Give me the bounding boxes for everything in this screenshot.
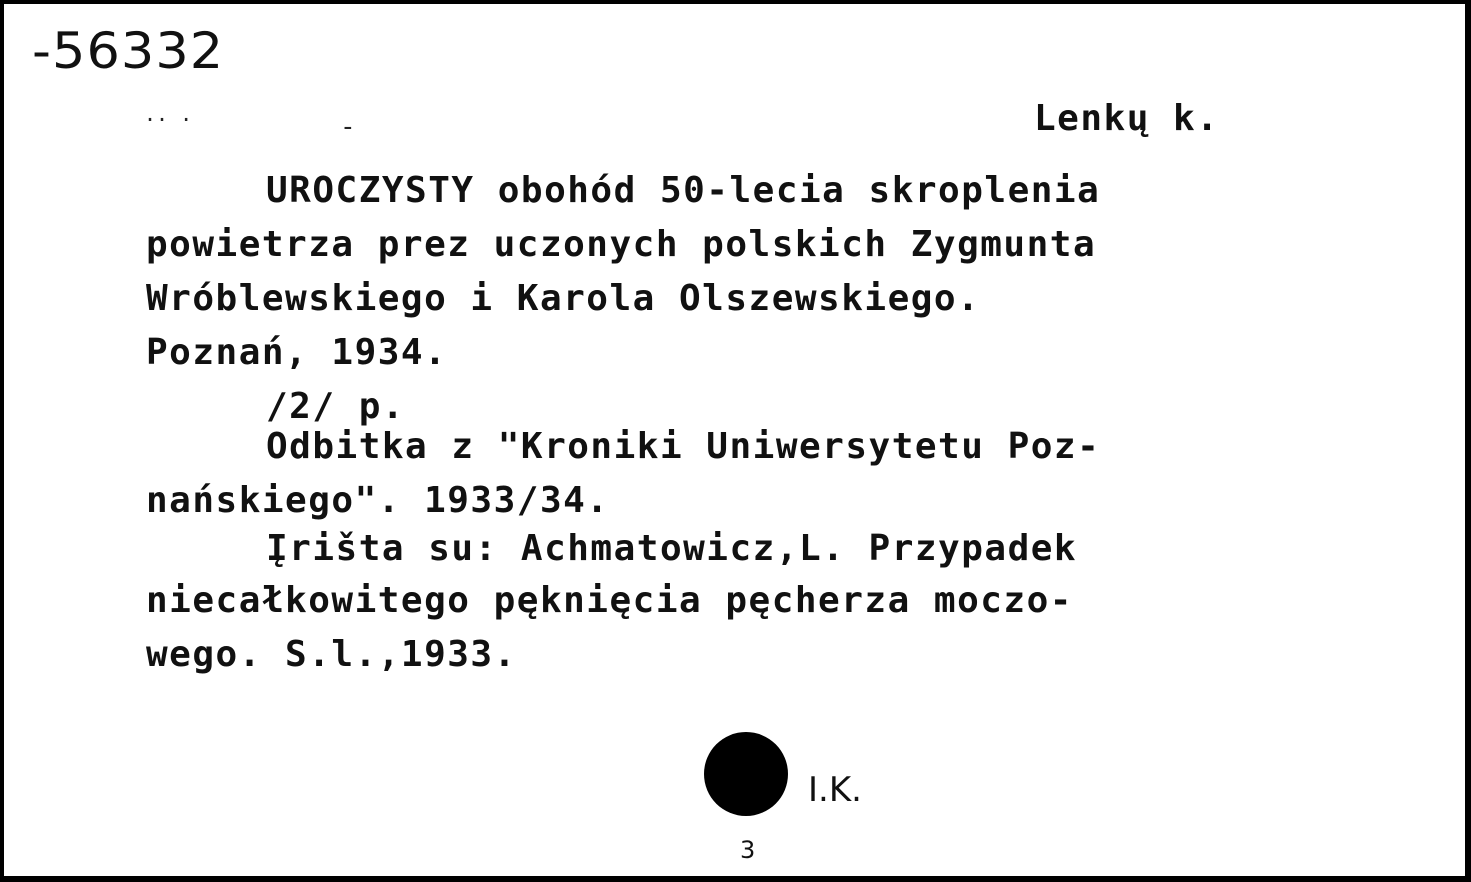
pagination-line: /2/ p. bbox=[266, 386, 406, 427]
note-line-2: nańskiego". 1933/34. bbox=[146, 480, 610, 521]
stray-dash: - bbox=[340, 112, 356, 142]
card-number: -56332 bbox=[32, 22, 225, 80]
subject-heading: Lenkų k. bbox=[1034, 98, 1220, 139]
stray-marks: .. . bbox=[144, 102, 193, 126]
title-line-1: UROCZYSTY obohód 50-lecia skroplenia bbox=[266, 170, 1101, 211]
title-line-3: Wróblewskiego i Karola Olszewskiego. bbox=[146, 278, 981, 319]
handwritten-page-number: 3 bbox=[740, 836, 756, 864]
imprint-line: Poznań, 1934. bbox=[146, 332, 448, 373]
handwritten-initials: I.K. bbox=[808, 770, 862, 810]
bound-with-line-1: Įrišta su: Achmatowicz,L. Przypadek bbox=[266, 528, 1078, 569]
note-line-1: Odbitka z "Kroniki Uniwersytetu Poz- bbox=[266, 426, 1101, 467]
title-line-2: powietrza prez uczonych polskich Zygmunta bbox=[146, 224, 1097, 265]
bound-with-line-2: niecałkowitego pęknięcia pęcherza moczo- bbox=[146, 580, 1073, 621]
punch-hole bbox=[704, 732, 788, 816]
bound-with-line-3: wego. S.l.,1933. bbox=[146, 634, 517, 675]
